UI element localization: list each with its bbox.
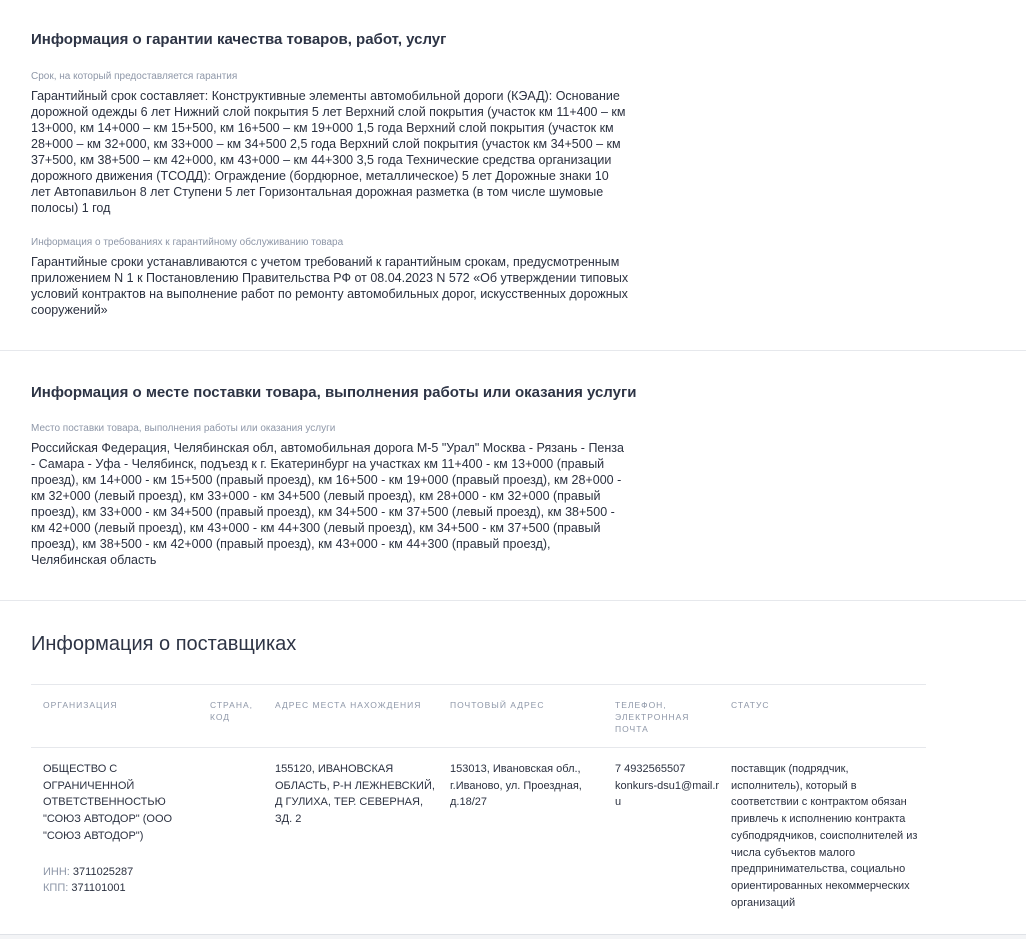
bottom-divider — [0, 934, 1026, 939]
kpp-value: 371101001 — [71, 882, 126, 895]
kpp-line — [43, 880, 203, 897]
cell-address: 155120, ИВАНОВСКАЯ ОБЛАСТЬ, Р-Н ЛЕЖНЕВСКИЙ, Д ГУЛИХА, ТЕР. СЕВЕРНАЯ, ЗД. 2 — [275, 763, 435, 826]
warranty-term-label: Срок, на который предоставляется гарантия — [31, 71, 238, 82]
org-ids — [43, 864, 203, 897]
suppliers-title: Информация о поставщиках — [31, 633, 297, 655]
cell-postal: 153013, Ивановская обл., г.Иваново, ул. Проездная, д.18/27 — [450, 763, 582, 809]
inn-value: 3711025287 — [72, 865, 134, 878]
suppliers-table — [31, 684, 926, 938]
table-header — [31, 685, 926, 748]
header-contact: ТЕЛЕФОН, ЭЛЕКТРОННАЯ ПОЧТА — [615, 700, 690, 734]
suppliers-section — [0, 601, 1026, 939]
warranty-term-value: Гарантийный срок составляет: Конструктивные элементы автомобильной дороги (КЭАД): Основание дорожной одежды 6 лет Нижний слой покрытия 5 лет Верхний слой покрытия (участок км 11+400 – км 13+000, км 14+000 – км 15+500, км 16+500 – км 19+000 1,5 года Верхний слой покрытия (участок км 28+000 – км 32+000, км 33+000 – км 34+500 2,5 года Верхний слой покрытия (участок км 34+500 – км 37+500, км 38+500 – км 42+000, км 43+000 – км 44+300 3,5 года Технические средства организации дорожного движения (ТСОДД): Ограждение (бордюрное, металлическое) 5 лет Дорожные знаки 10 лет Автопавильон 8 лет Ступени 5 лет Горизонтальная дорожная разметка (в том числе шумовые полосы) 1 год — [31, 89, 626, 215]
header-country: СТРАНА, КОД — [210, 700, 253, 722]
cell-org — [43, 761, 203, 897]
org-name: ОБЩЕСТВО С ОГРАНИЧЕННОЙ ОТВЕТСТВЕННОСТЬЮ "СОЮЗ АВТОДОР" (ООО "СОЮЗ АВТОДОР") — [43, 763, 173, 842]
table-row — [31, 748, 926, 938]
warranty-section — [0, 0, 1026, 351]
warranty-requirements-value: Гарантийные сроки устанавливаются с учетом требований к гарантийным срокам, предусмотренным приложением N 1 к Постановлению Правительства РФ от 08.04.2023 N 572 «Об утверждении типовых условий контрактов на выполнение работ по ремонту автомобильных дорог, искусственных дорожных сооружений» — [31, 255, 629, 317]
header-address: АДРЕС МЕСТА НАХОЖДЕНИЯ — [275, 700, 422, 710]
kpp-label: КПП: — [43, 882, 69, 895]
phone-value: 7 4932565507 — [615, 763, 686, 775]
inn-label: ИНН: — [43, 865, 70, 878]
warranty-requirements-label: Информация о требованиях к гарантийному обслуживанию товара — [31, 237, 344, 248]
delivery-section — [0, 351, 1026, 601]
email-value[interactable]: konkurs-dsu1@mail.ru — [615, 779, 720, 809]
delivery-place-value: Российская Федерация, Челябинская обл, автомобильная дорога М-5 "Урал" Москва - Рязань - Пенза - Самара - Уфа - Челябинск, подъезд к г. Екатеринбург на участках км 11+400 - км 13+000 (правый проезд), км 14+000 - км 15+500 (правый проезд), км 16+500 - км 19+000 (правый проезд), км 28+000 - км 32+000 (левый проезд), км 33+000 - км 34+500 (левый проезд), км 28+000 - км 32+000 (правый проезд), км 33+000 - км 34+500 (правый проезд), км 34+500 - км 37+500 (левый проезд), км 38+500 - км 42+000 (левый проезд), км 43+000 - км 44+300 (левый проезд), км 34+500 - км 37+500 (правый проезд), км 38+500 - км 42+000 (правый проезд), км 43+000 - км 44+300 (правый проезд), Челябинская область — [31, 441, 624, 567]
inn-line — [43, 864, 203, 881]
header-status: СТАТУС — [731, 700, 770, 710]
header-org: ОРГАНИЗАЦИЯ — [43, 700, 118, 710]
cell-contact — [615, 761, 725, 811]
header-postal: ПОЧТОВЫЙ АДРЕС — [450, 700, 545, 710]
warranty-title: Информация о гарантии качества товаров, работ, услуг — [31, 31, 447, 48]
cell-status: поставщик (подрядчик, исполнитель), который в соответствии с контрактом обязан привлечь к исполнению контракта субподрядчиков, соисполнителей из числа субъектов малого предпринимательства, социально ориентированных некоммерческих организаций — [731, 763, 918, 909]
delivery-place-label: Место поставки товара, выполнения работы или оказания услуги — [31, 423, 336, 434]
delivery-title: Информация о месте поставки товара, выполнения работы или оказания услуги — [31, 384, 637, 401]
